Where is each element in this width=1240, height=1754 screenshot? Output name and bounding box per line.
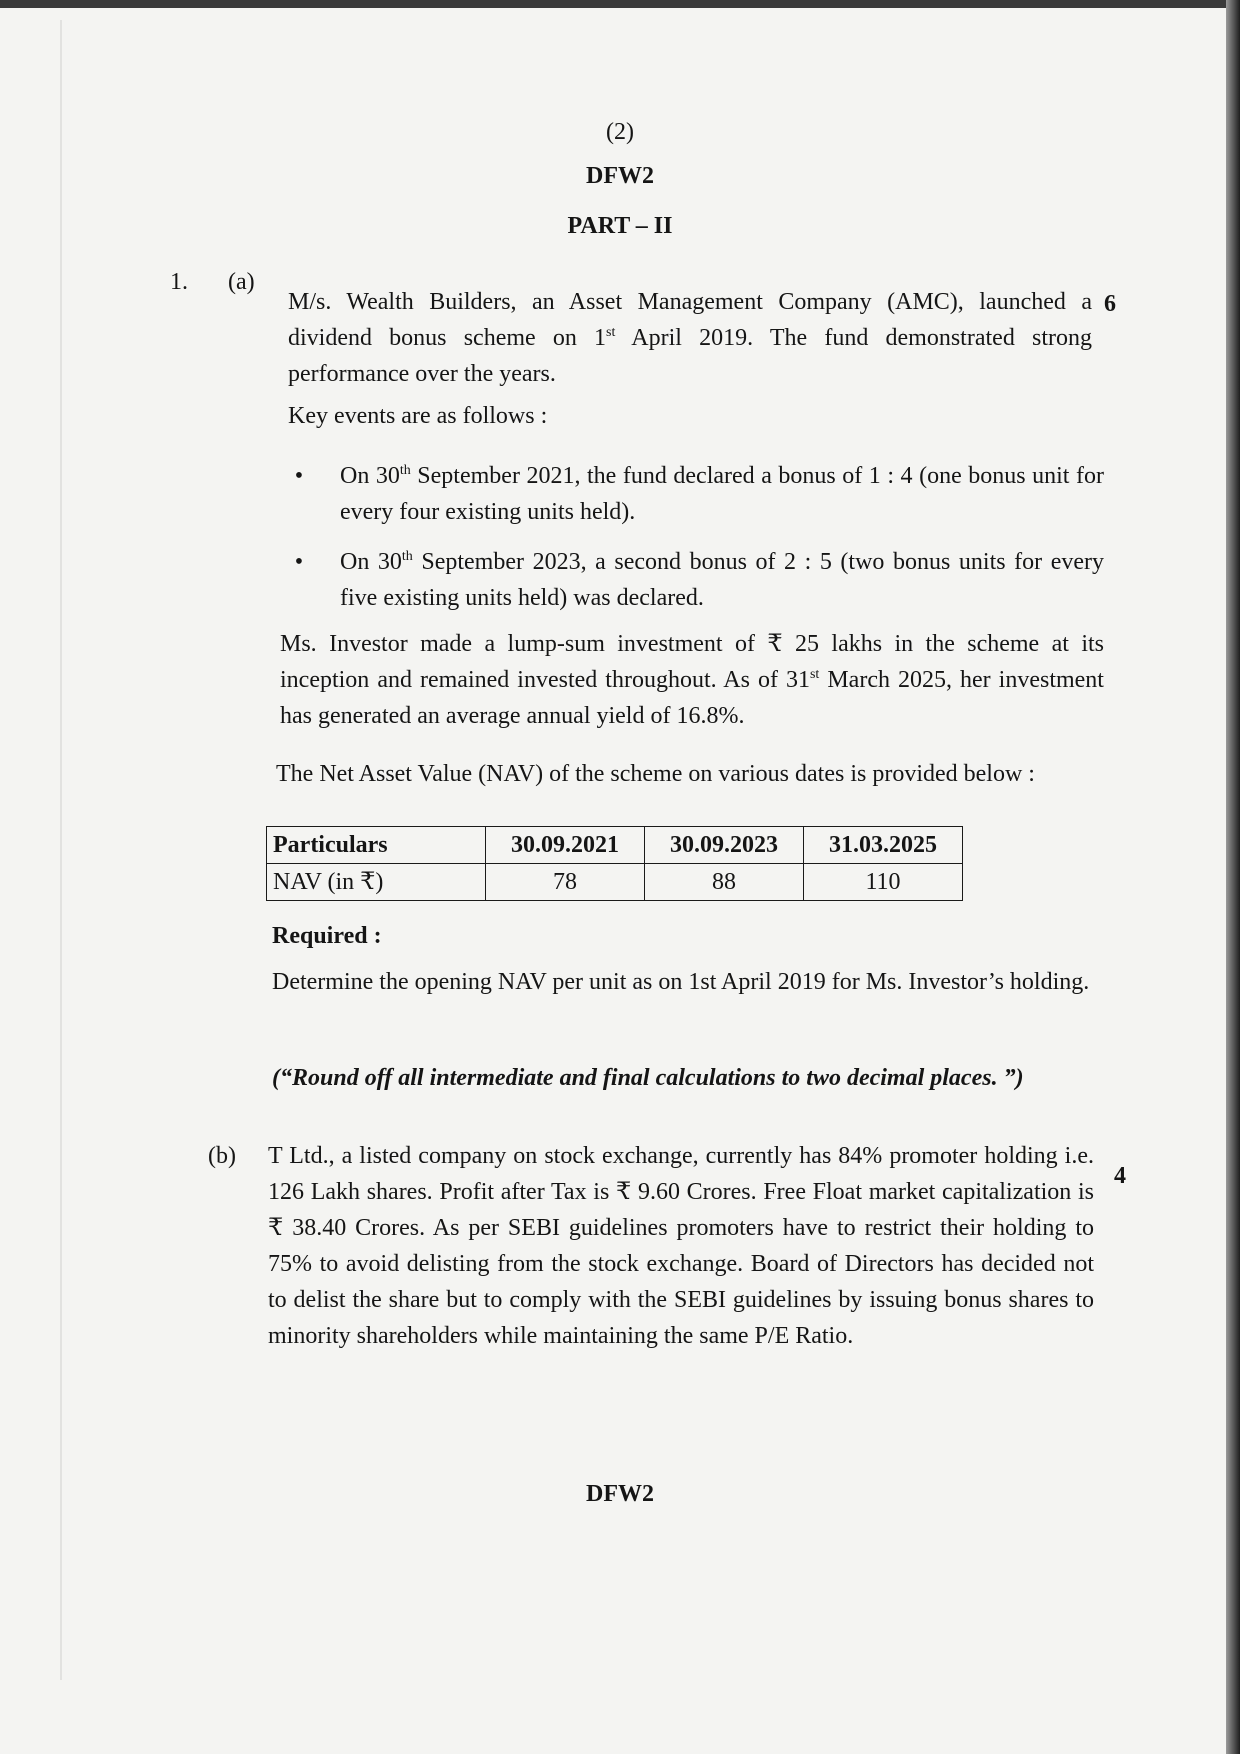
question-number: 1.	[170, 269, 188, 295]
event-text: On 30th September 2023, a second bonus of 2 : 5 (two bonus units for every five existing units held) was declared.	[340, 549, 1104, 611]
table-header-cell: 30.09.2023	[645, 827, 804, 864]
bullet-icon: •	[294, 549, 304, 575]
event-text: On 30th September 2021, the fund declared a bonus of 1 : 4 (one bonus unit for every four existing units held).	[340, 463, 1104, 525]
part-a-intro: M/s. Wealth Builders, an Asset Management Company (AMC), launched a dividend bonus scheme on 1st April 2019. The fund demonstrated strong performance over the years.	[288, 289, 1093, 387]
paper-code-header: DFW2	[586, 163, 654, 189]
table-cell: 78	[486, 864, 645, 901]
key-events-heading: Key events are as follows :	[288, 403, 548, 429]
bullet-icon: •	[294, 463, 304, 489]
paper-code-footer: DFW2	[586, 1481, 654, 1507]
rounding-note: (“Round off all intermediate and final calculations to two decimal places. ”)	[272, 1065, 1024, 1091]
nav-table	[266, 826, 963, 901]
table-row	[267, 864, 963, 901]
part-b-text: T Ltd., a listed company on stock exchange, currently has 84% promoter holding i.e. 126 Lakh shares. Profit after Tax is ₹ 9.60 Crores. Free Float market capitalization is ₹ 38.40 Crores. As per SEBI guidelines promoters have to restrict their holding to 75% to avoid delisting from the stock exchange. Board of Directors has decided not to delist the share but to comply with the SEBI guidelines by issuing bonus shares to minority shareholders while maintaining the same P/E Ratio.	[268, 1143, 1094, 1349]
table-cell: NAV (in ₹)	[267, 864, 486, 901]
required-label: Required :	[272, 923, 382, 949]
part-title: PART – II	[567, 213, 673, 239]
table-cell: 110	[804, 864, 963, 901]
sub-question-b-label: (b)	[208, 1143, 236, 1169]
required-text: Determine the opening NAV per unit as on 1st April 2019 for Ms. Investor’s holding.	[272, 969, 1090, 995]
table-header-cell: 31.03.2025	[804, 827, 963, 864]
investment-paragraph: Ms. Investor made a lump-sum investment of ₹ 25 lakhs in the scheme at its inception and remained invested throughout. As of 31st March 2025, her investment has generated an average annual yield of 16.8%.	[280, 631, 1104, 729]
marks-b: 4	[1114, 1163, 1126, 1189]
table-header-row	[267, 827, 963, 864]
page-number: (2)	[606, 119, 634, 145]
nav-intro: The Net Asset Value (NAV) of the scheme on various dates is provided below :	[276, 761, 1035, 787]
table-header-cell: Particulars	[267, 827, 486, 864]
table-cell: 88	[645, 864, 804, 901]
sub-question-a-label: (a)	[228, 269, 255, 295]
table-header-cell: 30.09.2021	[486, 827, 645, 864]
marks-a: 6	[1104, 291, 1116, 317]
